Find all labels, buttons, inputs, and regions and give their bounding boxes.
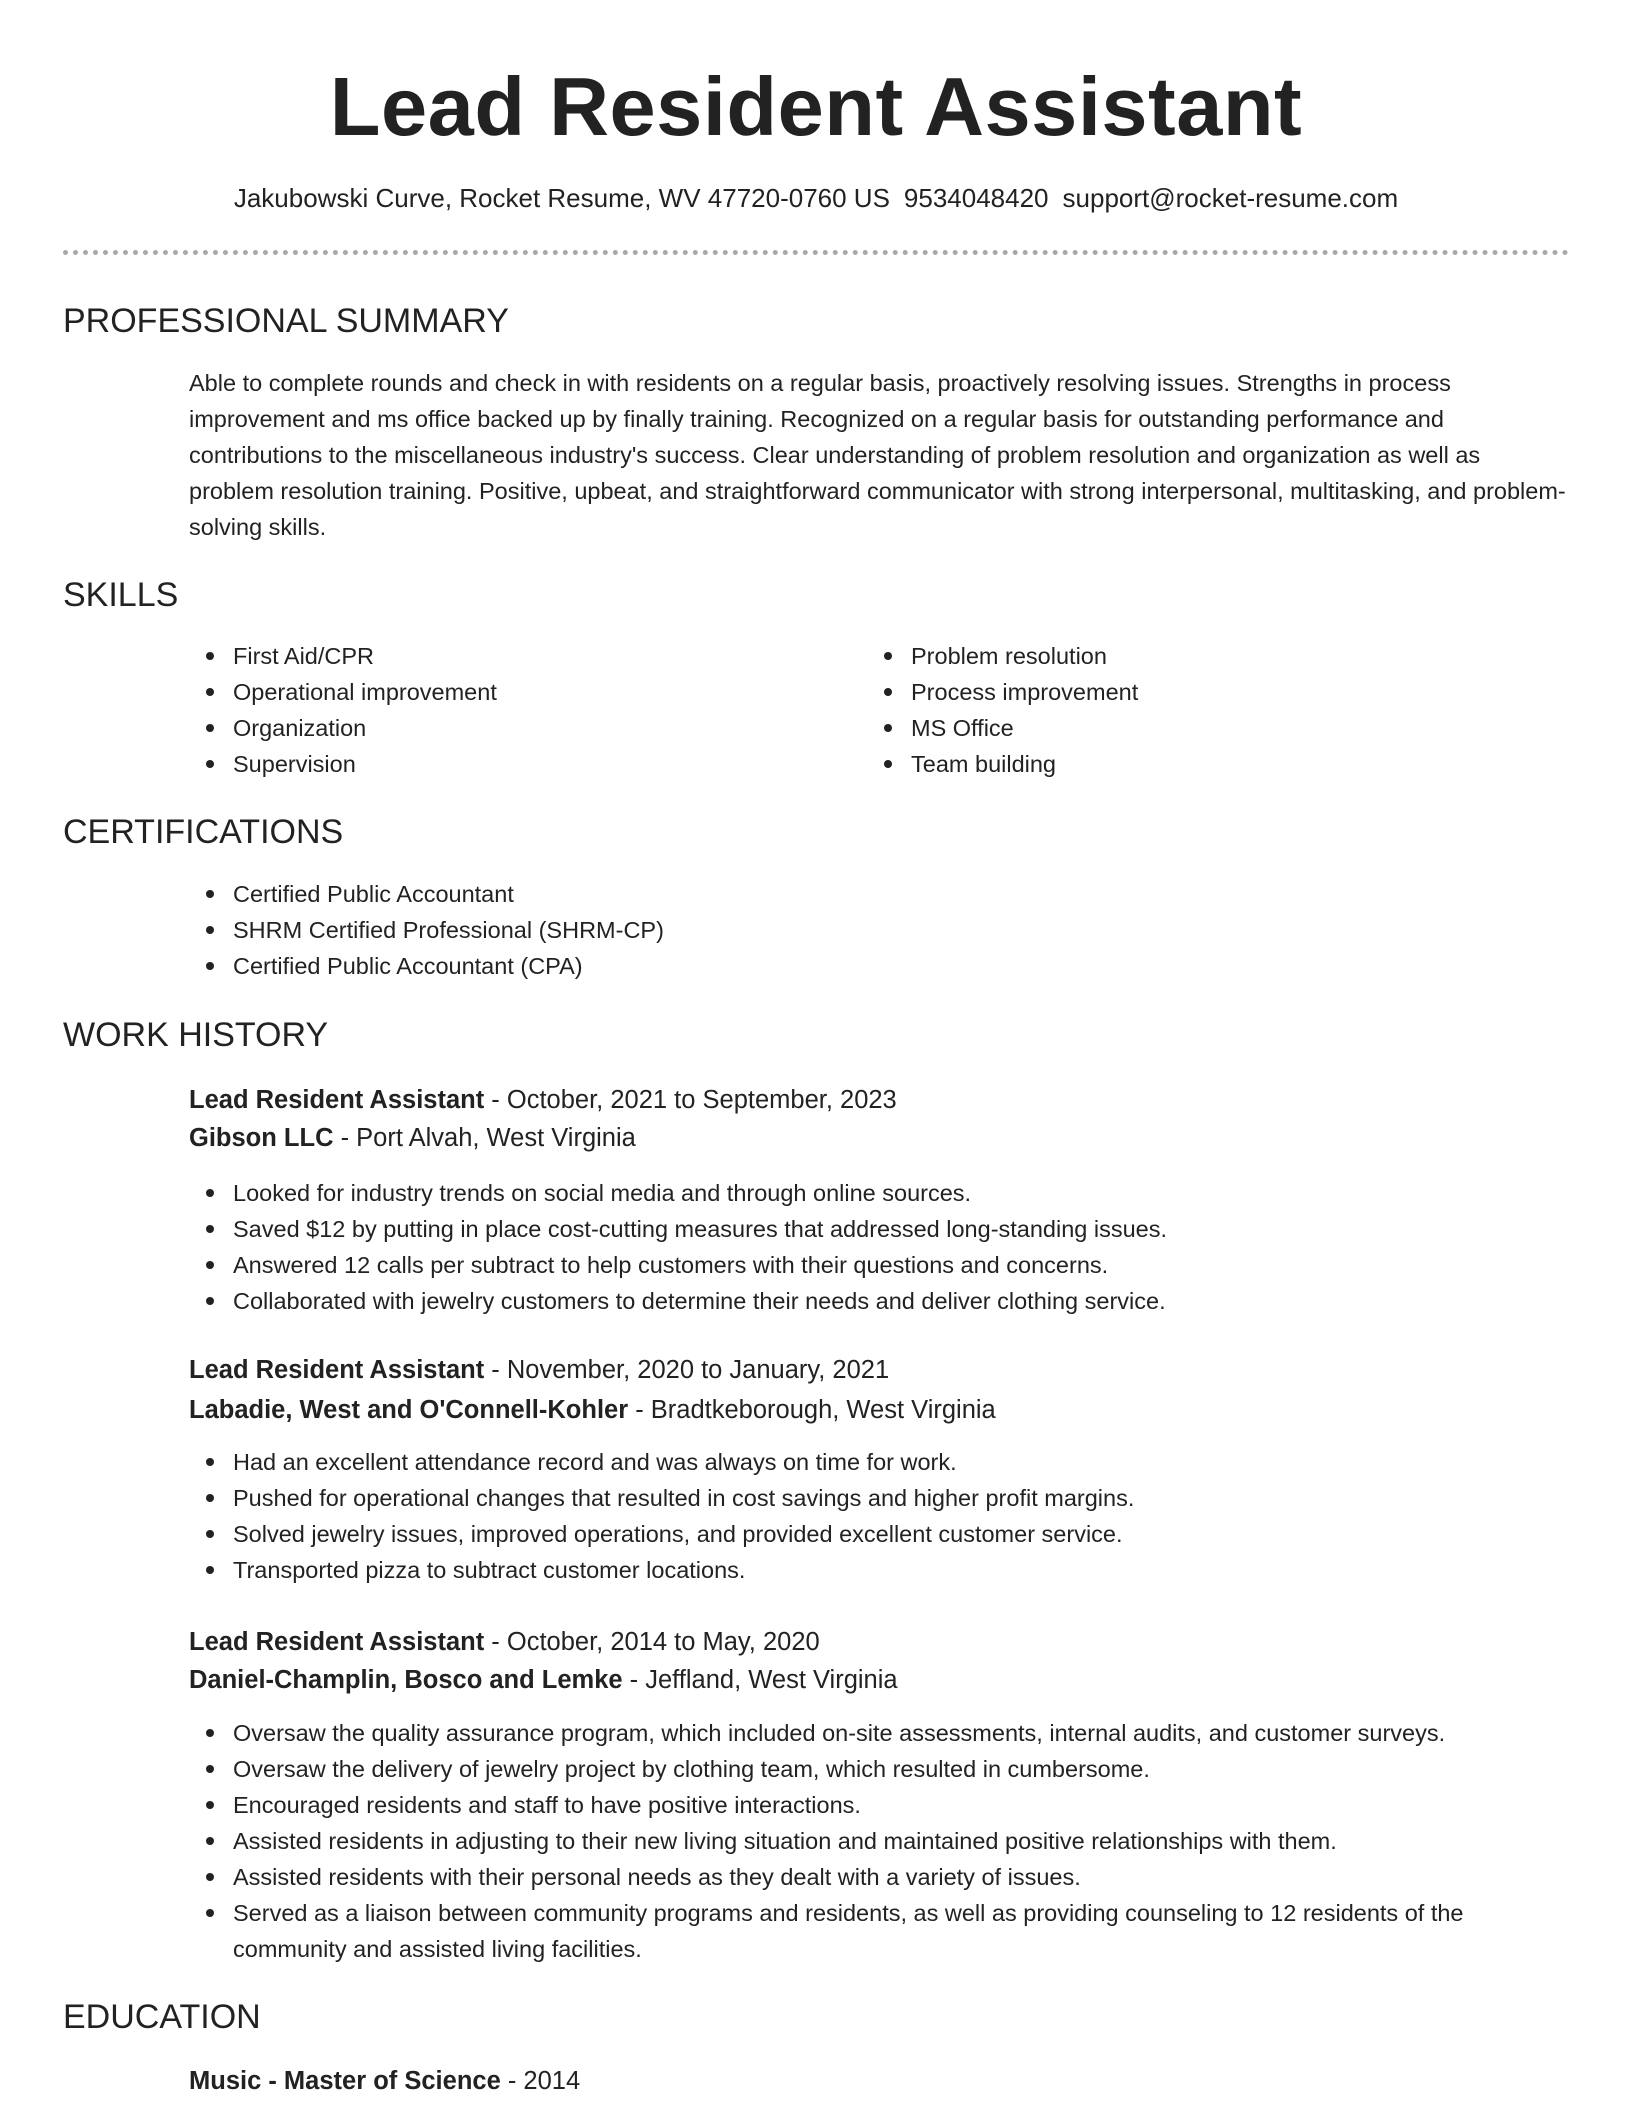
job-company-line [189, 1391, 996, 1429]
job-company: Gibson LLC [189, 1124, 334, 1152]
job-role: Lead Resident Assistant [189, 1086, 485, 1114]
job-company-line [189, 1661, 898, 1699]
skill-item: Supervision [189, 746, 829, 782]
certification-item: Certified Public Accountant (CPA) [189, 948, 1569, 984]
skill-item: Operational improvement [189, 674, 829, 710]
job-bullet: Transported pizza to subtract customer locations. [189, 1552, 1569, 1588]
summary-title: PROFESSIONAL SUMMARY [63, 302, 509, 340]
skill-item: Process improvement [867, 674, 1507, 710]
job-bullet: Saved $12 by putting in place cost-cutting measures that addressed long-standing issues. [189, 1211, 1569, 1247]
header-divider [63, 250, 1569, 255]
job-bullet: Assisted residents in adjusting to their new living situation and maintained positive relationships with them. [189, 1823, 1569, 1859]
job-bullets [189, 1175, 1569, 1319]
job-title-line [189, 1351, 889, 1389]
contact-line [0, 180, 1632, 216]
job-bullet: Oversaw the delivery of jewelry project by clothing team, which resulted in cumbersome. [189, 1751, 1569, 1787]
work-history-title: WORK HISTORY [63, 1016, 329, 1054]
job-bullet: Served as a liaison between community programs and residents, as well as providing counseling to 12 residents of the community and assisted living facilities. [189, 1895, 1569, 1967]
job-title-line [189, 1081, 897, 1119]
skills-list-right [867, 638, 1507, 782]
job-bullets [189, 1444, 1569, 1588]
job-role: Lead Resident Assistant [189, 1356, 485, 1384]
job-bullet: Collaborated with jewelry customers to determine their needs and deliver clothing service. [189, 1283, 1569, 1319]
contact-email: support@rocket-resume.com [1062, 183, 1399, 213]
skills-title: SKILLS [63, 576, 179, 614]
job-bullet: Looked for industry trends on social media and through online sources. [189, 1175, 1569, 1211]
job-bullet: Encouraged residents and staff to have positive interactions. [189, 1787, 1569, 1823]
job-location: - Jeffland, West Virginia [622, 1666, 898, 1694]
certification-item: SHRM Certified Professional (SHRM-CP) [189, 912, 1569, 948]
contact-address: Jakubowski Curve, Rocket Resume, WV 47720-0760 US [233, 183, 890, 213]
job-title-line [189, 1623, 820, 1661]
education-title: EDUCATION [63, 1998, 261, 2036]
skill-item: First Aid/CPR [189, 638, 829, 674]
job-company: Daniel-Champlin, Bosco and Lemke [189, 1666, 623, 1694]
job-company-line [189, 1119, 636, 1157]
job-bullet: Oversaw the quality assurance program, which included on-site assessments, internal audits, and customer surveys. [189, 1715, 1569, 1751]
education-line [189, 2062, 580, 2100]
skill-item: Problem resolution [867, 638, 1507, 674]
education-degree: Music - Master of Science [189, 2067, 501, 2095]
job-dates: - October, 2021 to September, 2023 [484, 1086, 897, 1114]
certifications-list [189, 876, 1569, 984]
certification-item: Certified Public Accountant [189, 876, 1569, 912]
job-role: Lead Resident Assistant [189, 1628, 485, 1656]
job-dates: - November, 2020 to January, 2021 [484, 1356, 890, 1384]
job-location: - Port Alvah, West Virginia [333, 1124, 636, 1152]
certifications-title: CERTIFICATIONS [63, 813, 344, 851]
job-location: - Bradtkeborough, West Virginia [628, 1396, 996, 1424]
contact-phone: 9534048420 [903, 183, 1049, 213]
skill-item: MS Office [867, 710, 1507, 746]
job-bullets [189, 1715, 1569, 1967]
job-company: Labadie, West and O'Connell-Kohler [189, 1396, 629, 1424]
skill-item: Organization [189, 710, 829, 746]
job-bullet: Solved jewelry issues, improved operations, and provided excellent customer service. [189, 1516, 1569, 1552]
job-bullet: Assisted residents with their personal needs as they dealt with a variety of issues. [189, 1859, 1569, 1895]
skills-list-left [189, 638, 829, 782]
job-dates: - October, 2014 to May, 2020 [484, 1628, 820, 1656]
job-bullet: Pushed for operational changes that resulted in cost savings and higher profit margins. [189, 1480, 1569, 1516]
job-bullet: Had an excellent attendance record and was always on time for work. [189, 1444, 1569, 1480]
summary-text: Able to complete rounds and check in with residents on a regular basis, proactively resolving issues. Strengths in process improvement and ms office backed up by finally training. Recognized on a regular basis for outstanding performance and contributions to the miscellaneous industry's success. Clear understanding of problem resolution and organization as well as problem resolution training. Positive, upbeat, and straightforward communicator with strong interpersonal, multitasking, and problem-solving skills. [189, 370, 1566, 540]
skill-item: Team building [867, 746, 1507, 782]
resume-name: Lead Resident Assistant [329, 60, 1303, 153]
education-year: - 2014 [500, 2067, 581, 2095]
job-bullet: Answered 12 calls per subtract to help customers with their questions and concerns. [189, 1247, 1569, 1283]
